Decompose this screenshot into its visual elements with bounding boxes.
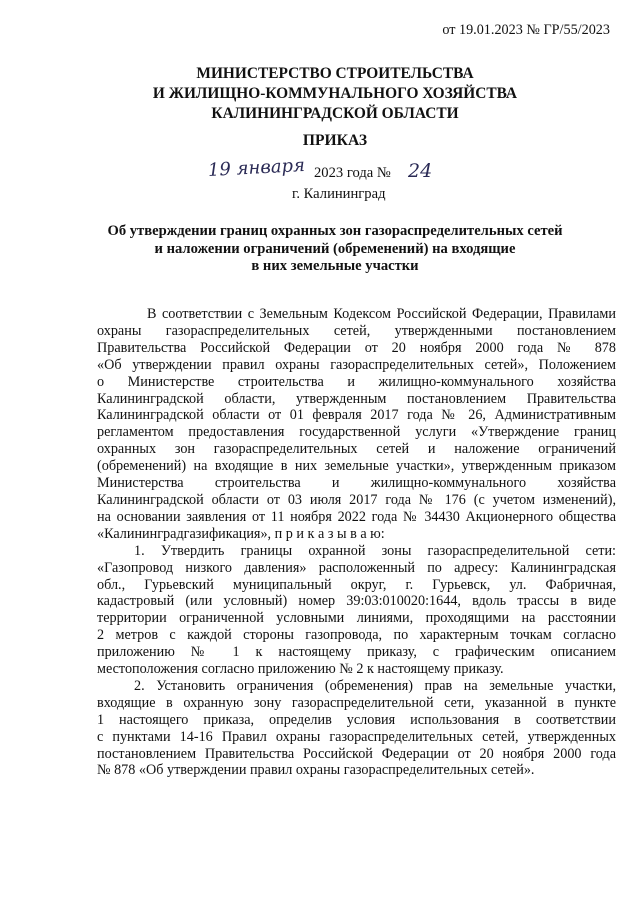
body-line: приложению № 1 к настоящему приказу, с графическим описанием — [97, 644, 616, 661]
body-line: обл., Гурьевский муниципальный округ, г. Гурьевск, ул. Фабричная, — [97, 576, 616, 593]
body-line: кадастровый (или условный) номер 39:03:010020:1644, вдоль трассы в виде — [97, 593, 616, 610]
document-body — [97, 306, 616, 779]
document-type: ПРИКАЗ — [302, 132, 368, 149]
body-line: В соответствии с Земельным Кодексом Российской Федерации, Правилами — [147, 306, 616, 322]
document-number: от 19.01.2023 № ГР/55/2023 — [442, 22, 610, 38]
body-line: входящие в охранную зону газораспределительной сети, указанной в пункте — [97, 694, 616, 711]
body-line: с пунктами 14-16 Правил охраны газораспределительных сетей, утвержденных — [97, 728, 616, 745]
body-line: постановлением Правительства Российской Федерации от 20 ноября 2000 года — [97, 745, 616, 762]
body-line: 1. Утвердить границы охранной зоны газораспределительной сети: — [134, 542, 616, 559]
body-line: местоположения согласно приложению № 2 к настоящему приказу. — [97, 661, 504, 678]
body-line: охранных зон газораспределительных сетей и наложение ограничений — [97, 441, 616, 458]
body-line: «Об утверждении правил охраны газораспределительных сетей», Положением — [97, 356, 616, 373]
body-line: (обременений) на входящие в них земельные участки», утвержденным приказом — [97, 458, 616, 475]
title-line-2: и наложении ограничений (обременений) на входящие — [154, 240, 516, 257]
paragraph-3 — [97, 678, 616, 779]
body-line: 2 метров с каждой стороны газопровода, по характерным точкам согласно — [97, 627, 616, 644]
body-line: «Калининградгазификация», п р и к а з ы в а ю: — [97, 525, 385, 542]
handwritten-number: 24 — [408, 160, 433, 182]
body-line: Калининградской области от 03 июля 2017 года № 176 (с учетом изменений), — [97, 491, 616, 508]
body-line: Калининградской области от 01 февраля 2017 года № 26, Административным — [97, 407, 616, 424]
body-line: «Газопровод низкого давления» расположенный по адресу: Калининградская — [97, 559, 616, 576]
paragraph-2 — [97, 543, 616, 678]
body-line: о Министерстве строительства и жилищно-коммунального хозяйства — [97, 373, 616, 390]
body-line: Калининградской области, утвержденным постановлением Правительства — [97, 390, 616, 407]
body-line: охраны газораспределительных сетей, утвержденными постановлением — [97, 322, 616, 339]
body-line: на основании заявления от 11 ноября 2022 года № 34430 Акционерного общества — [97, 508, 616, 525]
body-line: № 878 «Об утверждении правил охраны газораспределительных сетей». — [97, 762, 535, 779]
body-line: территории ограниченной условными линиями, проходящими на расстоянии — [97, 610, 616, 627]
body-line: 2. Установить ограничения (обременения) прав на земельные участки, — [134, 677, 616, 694]
city: г. Калининград — [292, 186, 386, 202]
body-line: 1 настоящего приказа, определив условия использования в соответствии — [97, 711, 616, 728]
title-line-1: Об утверждении границ охранных зон газораспределительных сетей — [107, 223, 563, 239]
ministry-line-3: КАЛИНИНГРАДСКОЙ ОБЛАСТИ — [211, 105, 459, 122]
ministry-line-2: И ЖИЛИЩНО-КОММУНАЛЬНОГО ХОЗЯЙСТВА — [152, 85, 518, 102]
handwritten-date: 19 января — [207, 154, 306, 181]
body-line: Правительства Российской Федерации от 20 ноября 2000 года № 878 — [97, 339, 616, 356]
date-printed: 2023 года № — [314, 165, 391, 181]
document-title — [0, 223, 640, 276]
body-line: Министерства строительства и жилищно-коммунального хозяйства — [97, 475, 616, 492]
title-line-3: в них земельные участки — [251, 258, 419, 274]
paragraph-1 — [97, 306, 616, 543]
body-line: регламентом предоставления государственной услуги «Утверждение границ — [97, 424, 616, 441]
ministry-line-1: МИНИСТЕРСТВО СТРОИТЕЛЬСТВА — [196, 65, 474, 82]
ministry-header — [0, 64, 640, 124]
